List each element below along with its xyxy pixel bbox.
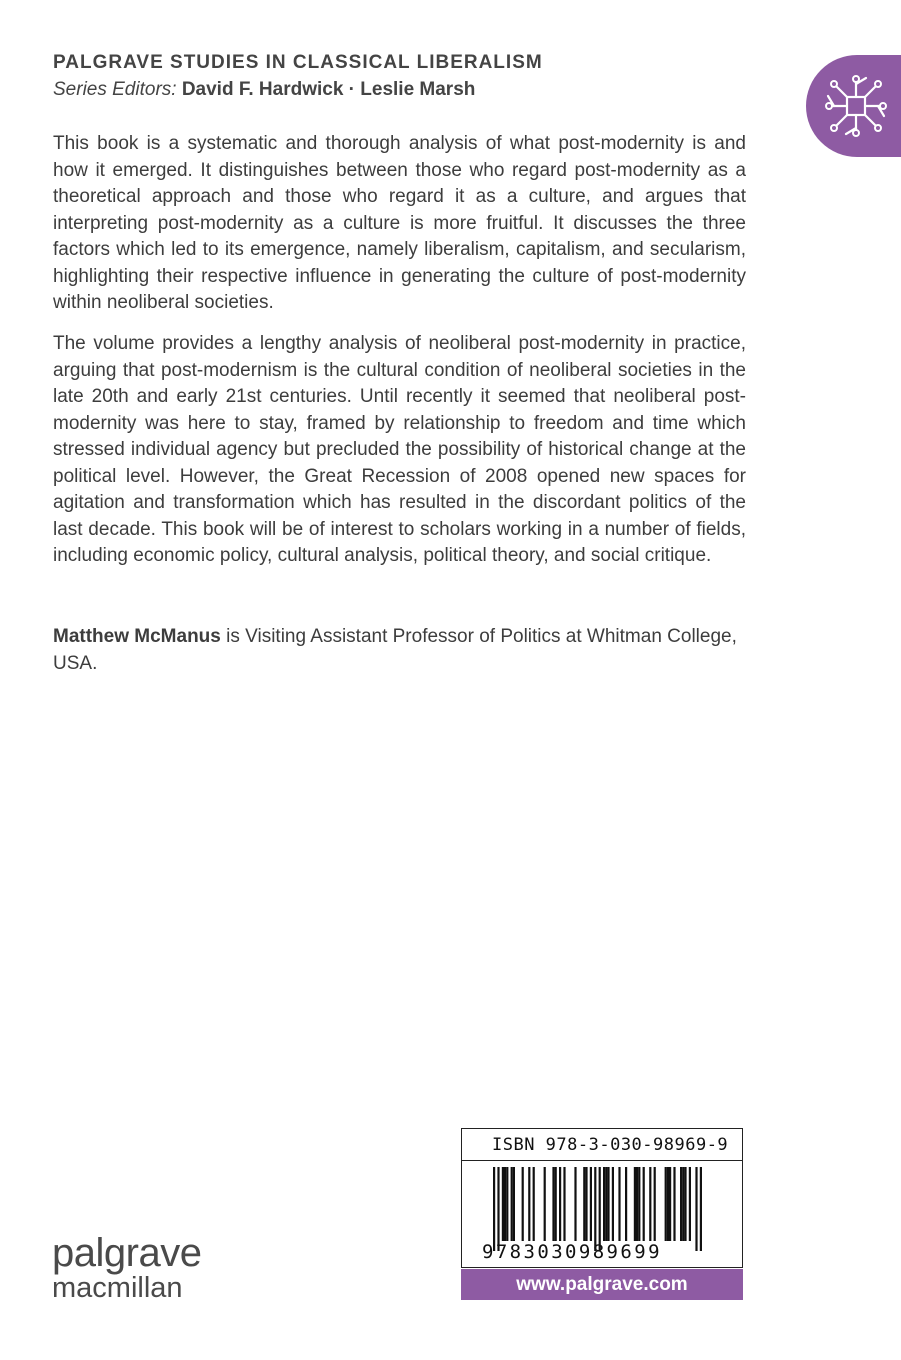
barcode-bar [618,1167,620,1241]
barcode-bar [689,1167,691,1241]
barcode-bar [599,1167,601,1251]
barcode-bar [680,1167,682,1241]
barcode-bar [585,1167,587,1241]
barcode-bar [634,1167,636,1241]
barcode-bar [603,1167,605,1241]
barcode-bar [493,1167,495,1251]
barcode-bar [533,1167,535,1241]
barcode-bar [669,1167,671,1241]
isbn-label: ISBN 978-3-030-98969-9 [492,1135,729,1155]
barcode-bar [654,1167,656,1241]
series-editors [53,79,475,101]
barcode-bar [563,1167,565,1241]
barcode-bar [594,1167,596,1251]
barcode-bar [682,1167,684,1241]
ean-digits [482,1241,662,1263]
isbn-barcode [461,1128,743,1268]
barcode-bar [700,1167,702,1251]
barcode-bar [528,1167,530,1241]
author-bio [53,624,746,677]
barcode-bar [555,1167,557,1241]
barcode-bar [502,1167,504,1241]
barcode-bar [559,1167,561,1241]
palgrave-network-emblem-icon [806,55,901,157]
barcode-bar [552,1167,554,1241]
barcode-bar [574,1167,576,1241]
barcode-bar [511,1167,513,1241]
barcode-bar [625,1167,627,1241]
barcode-bar [673,1167,675,1241]
barcode-bar [504,1167,506,1241]
barcode-bar [636,1167,638,1241]
series-editors-label: Series Editors: [53,79,177,100]
barcode-bar [695,1167,697,1251]
barcode-bars [493,1167,707,1251]
ean-remaining-digits: 783030989699 [495,1241,662,1263]
barcode-bar [612,1167,614,1241]
publisher-url[interactable]: www.palgrave.com [461,1269,743,1300]
barcode-bar [684,1167,686,1241]
barcode-bar [605,1167,607,1241]
barcode-bar [638,1167,640,1241]
isbn-divider [462,1160,742,1161]
barcode-bar [590,1167,592,1241]
barcode-bar [544,1167,546,1241]
author-bio-text: is Visiting Assistant Professor of Politics at Whitman College, USA. [53,626,737,674]
ean-first-digit: 9 [482,1241,496,1263]
barcode-bar [649,1167,651,1241]
barcode-bar [522,1167,524,1241]
barcode-bar [643,1167,645,1241]
barcode-bar [513,1167,515,1241]
logo-palgrave: palgrave [52,1231,202,1275]
series-editors-names: David F. Hardwick · Leslie Marsh [181,79,476,100]
barcode-bar [665,1167,667,1241]
barcode-bar [506,1167,508,1241]
barcode-bar [497,1167,499,1251]
barcode-bar [667,1167,669,1241]
barcode-bar [607,1167,609,1241]
blurb-paragraph-2: The volume provides a lengthy analysis of neoliberal post-modernity in practice, arguing that post-modernism is the cultural condition of neoliberal societies in the late 20th and early 21st centuries. Until recently it seemed that neoliberal post-modernity was here to stay, framed by relationship to freedom and time which stressed individual agency but precluded the possibility of historical change at the political level. However, the Great Recession of 2008 opened new spaces for agitation and transformation which has resulted in the discordant politics of the last decade. This book will be of interest to scholars working in a number of fields, including economic policy, cultural analysis, political theory, and social critique. [53,333,746,566]
author-name: Matthew McManus [53,626,221,647]
palgrave-macmillan-logo [52,1233,201,1303]
logo-macmillan: macmillan [52,1272,183,1304]
barcode-bar [583,1167,585,1241]
series-title: PALGRAVE STUDIES IN CLASSICAL LIBERALISM [53,52,543,73]
blurb-paragraph-1: This book is a systematic and thorough analysis of what post-modernity is and how it emerged. It distinguishes between those who regard post-modernity as a theoretical approach and those who regard it as a culture, and argues that interpreting post-modernity as a culture is more fruitful. It discusses the three factors which led to its emergence, namely liberalism, capitalism, and secularism, highlighting their respective influence in generating the culture of post-modernity within neoliberal societies. [53,133,746,313]
